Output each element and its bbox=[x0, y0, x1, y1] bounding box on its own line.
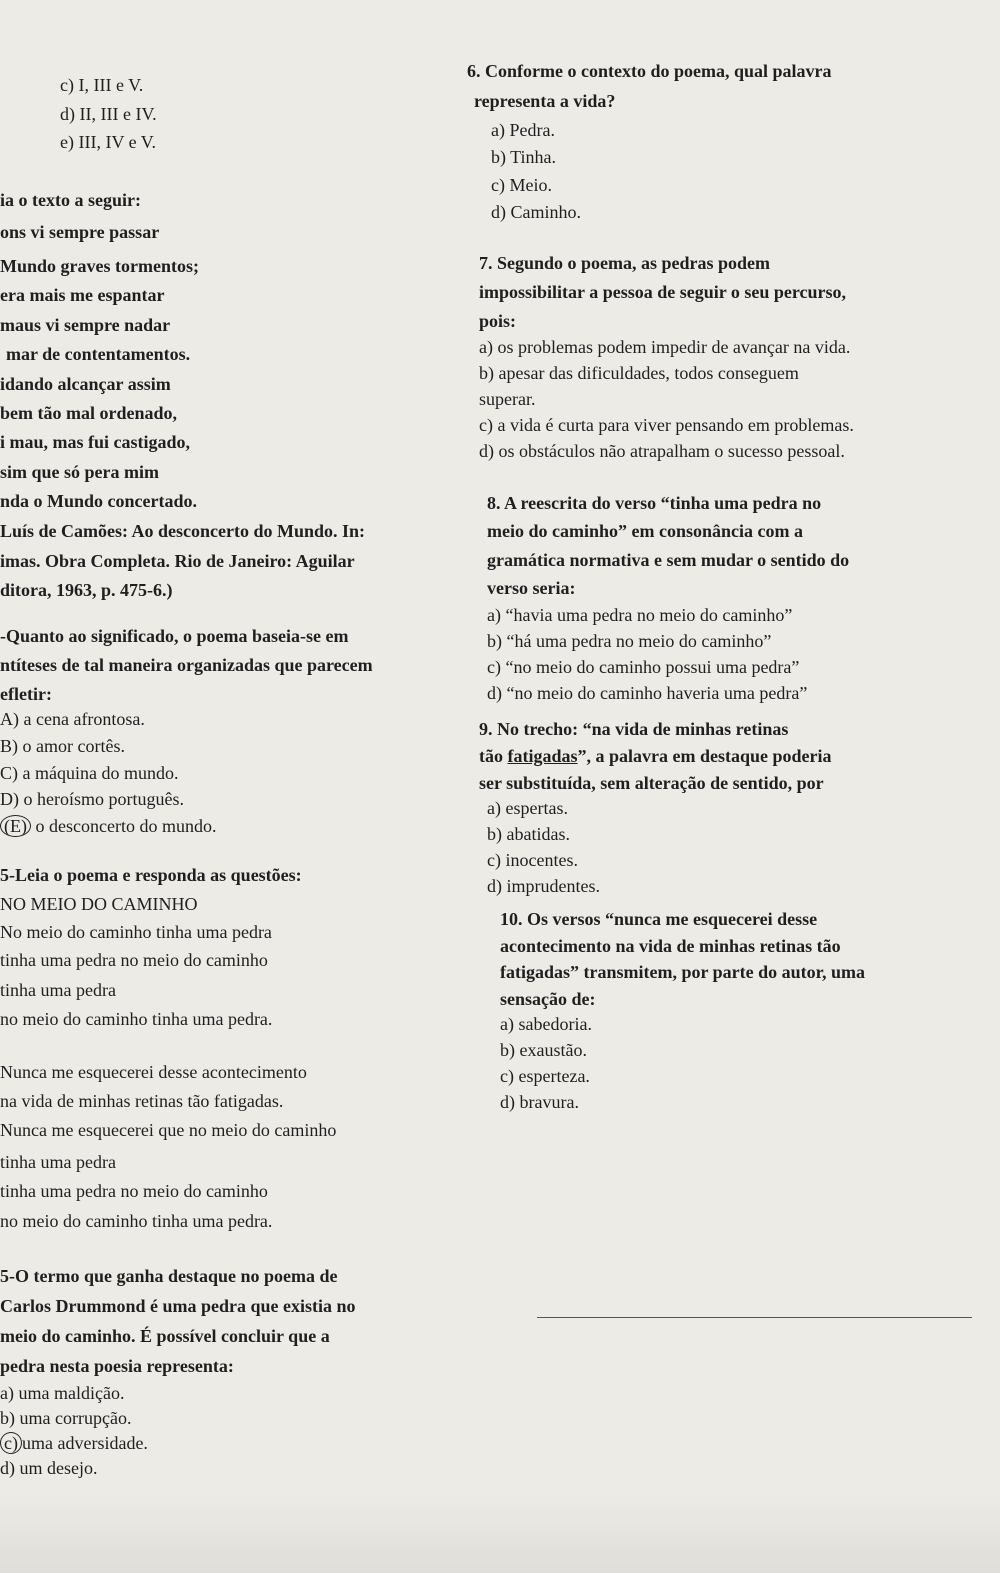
q8-text: 8. A reescrita do verso “tinha uma pedra no bbox=[487, 493, 822, 513]
q4-text: -Quanto ao significado, o poema baseia-se em bbox=[0, 626, 349, 646]
read-prompt: ia o texto a seguir: bbox=[0, 190, 141, 210]
q9-text: ser substituída, sem alteração de sentido, por bbox=[479, 773, 824, 793]
option-d-top: d) II, III e IV. bbox=[60, 104, 157, 124]
q7-option: c) a vida é curta para viver pensando em problemas. bbox=[479, 415, 854, 435]
q8-text: verso seria: bbox=[487, 578, 576, 598]
poem2-line: tinha uma pedra no meio do caminho bbox=[0, 1181, 268, 1201]
q9-option: d) imprudentes. bbox=[487, 876, 600, 896]
q4-option-selected bbox=[0, 814, 216, 838]
q4-text: efletir: bbox=[0, 684, 52, 704]
q9-highlighted-word: fatigadas bbox=[507, 746, 578, 766]
page-shadow bbox=[0, 1493, 1000, 1573]
q8-text: meio do caminho” em consonância com a bbox=[487, 521, 803, 541]
option-e-top: e) III, IV e V. bbox=[60, 132, 156, 152]
poem2-line: na vida de minhas retinas tão fatigadas. bbox=[0, 1091, 284, 1111]
q10-option: c) esperteza. bbox=[500, 1066, 590, 1086]
q8-option: c) “no meio do caminho possui uma pedra” bbox=[487, 657, 800, 677]
poem-line: sim que só pera mim bbox=[0, 462, 159, 482]
q9-option: b) abatidas. bbox=[487, 824, 570, 844]
q5b-selected-text: uma adversidade. bbox=[21, 1433, 148, 1453]
poem2-line: tinha uma pedra bbox=[0, 1152, 116, 1172]
poem-line: maus vi sempre nadar bbox=[0, 315, 171, 335]
q10-text: 10. Os versos “nunca me esquecerei desse bbox=[500, 909, 818, 929]
answer-rule-line bbox=[537, 1317, 972, 1318]
citation-line: imas. Obra Completa. Rio de Janeiro: Aguilar bbox=[0, 551, 355, 571]
q4-option: B) o amor cortês. bbox=[0, 736, 125, 756]
q5b-text: 5-O termo que ganha destaque no poema de bbox=[0, 1266, 338, 1286]
q8-text: gramática normativa e sem mudar o sentido do bbox=[487, 550, 850, 570]
q8-option: b) “há uma pedra no meio do caminho” bbox=[487, 631, 772, 651]
q9-suffix: ”, a palavra em destaque poderia bbox=[577, 746, 832, 766]
q10-text: fatigadas” transmitem, por parte do autor, uma bbox=[500, 962, 865, 982]
q7-option: b) apesar das dificuldades, todos conseguem bbox=[479, 363, 799, 383]
selected-answer-circle: c) bbox=[0, 1432, 22, 1454]
poem2-line: tinha uma pedra bbox=[0, 980, 116, 1000]
poem2-line: Nunca me esquecerei que no meio do caminho bbox=[0, 1120, 337, 1140]
q9-option: a) espertas. bbox=[487, 798, 568, 818]
poem-line: era mais me espantar bbox=[0, 285, 165, 305]
poem2-line: Nunca me esquecerei desse acontecimento bbox=[0, 1062, 307, 1082]
q5b-option: a) uma maldição. bbox=[0, 1383, 125, 1403]
poem-line: Mundo graves tormentos; bbox=[0, 256, 199, 276]
citation-line: ditora, 1963, p. 475-6.) bbox=[0, 580, 173, 600]
q4-option: D) o heroísmo português. bbox=[0, 789, 184, 809]
q10-option: b) exaustão. bbox=[500, 1040, 587, 1060]
q4-selected-text: o desconcerto do mundo. bbox=[35, 816, 217, 836]
q9-text: 9. No trecho: “na vida de minhas retinas bbox=[479, 719, 789, 739]
selected-answer-circle: (E) bbox=[0, 815, 31, 837]
option-c-top: c) I, III e V. bbox=[60, 75, 144, 95]
q9-option: c) inocentes. bbox=[487, 850, 578, 870]
q6-option: d) Caminho. bbox=[491, 202, 581, 222]
poem-line: nda o Mundo concertado. bbox=[0, 491, 198, 511]
q6-option: a) Pedra. bbox=[491, 120, 555, 140]
q8-option: a) “havia uma pedra no meio do caminho” bbox=[487, 605, 793, 625]
q7-option: superar. bbox=[479, 389, 536, 409]
q7-option: a) os problemas podem impedir de avançar na vida. bbox=[479, 337, 851, 357]
q5b-option: d) um desejo. bbox=[0, 1458, 98, 1478]
q6-option: b) Tinha. bbox=[491, 147, 557, 167]
q8-option: d) “no meio do caminho haveria uma pedra” bbox=[487, 683, 808, 703]
q5b-option: b) uma corrupção. bbox=[0, 1408, 132, 1428]
poem2-line: tinha uma pedra no meio do caminho bbox=[0, 950, 268, 970]
poem-line: bem tão mal ordenado, bbox=[0, 403, 177, 423]
q5b-text: meio do caminho. É possível concluir que a bbox=[0, 1326, 330, 1346]
q4-option: C) a máquina do mundo. bbox=[0, 763, 179, 783]
q10-text: acontecimento na vida de minhas retinas tão bbox=[500, 936, 841, 956]
q10-option: d) bravura. bbox=[500, 1092, 579, 1112]
poem2-line: No meio do caminho tinha uma pedra bbox=[0, 922, 272, 942]
poem-line: i mau, mas fui castigado, bbox=[0, 432, 191, 452]
q6-option: c) Meio. bbox=[491, 175, 552, 195]
q10-text: sensação de: bbox=[500, 989, 596, 1009]
q6-text: representa a vida? bbox=[474, 91, 616, 111]
q7-text: 7. Segundo o poema, as pedras podem bbox=[479, 253, 771, 273]
citation-line: Luís de Camões: Ao desconcerto do Mundo. In: bbox=[0, 521, 366, 541]
q9-prefix: tão bbox=[479, 746, 508, 766]
q7-text: impossibilitar a pessoa de seguir o seu percurso, bbox=[479, 282, 847, 302]
q4-option: A) a cena afrontosa. bbox=[0, 709, 145, 729]
poem-line: ons vi sempre passar bbox=[0, 222, 160, 242]
q9-text bbox=[479, 744, 832, 768]
poem2-title: NO MEIO DO CAMINHO bbox=[0, 894, 198, 914]
poem-line: idando alcançar assim bbox=[0, 374, 171, 394]
q5b-text: pedra nesta poesia representa: bbox=[0, 1356, 234, 1376]
poem2-line: no meio do caminho tinha uma pedra. bbox=[0, 1009, 273, 1029]
poem-line: mar de contentamentos. bbox=[6, 344, 191, 364]
q5b-option-selected bbox=[0, 1431, 148, 1455]
q5b-text: Carlos Drummond é uma pedra que existia no bbox=[0, 1296, 356, 1316]
q6-text: 6. Conforme o contexto do poema, qual palavra bbox=[467, 61, 832, 81]
poem2-line: no meio do caminho tinha uma pedra. bbox=[0, 1211, 273, 1231]
q10-option: a) sabedoria. bbox=[500, 1014, 592, 1034]
q7-text: pois: bbox=[479, 311, 517, 331]
q5-heading: 5-Leia o poema e responda as questões: bbox=[0, 865, 302, 885]
q7-option: d) os obstáculos não atrapalham o sucesso pessoal. bbox=[479, 441, 845, 461]
q4-text: ntíteses de tal maneira organizadas que parecem bbox=[0, 655, 373, 675]
